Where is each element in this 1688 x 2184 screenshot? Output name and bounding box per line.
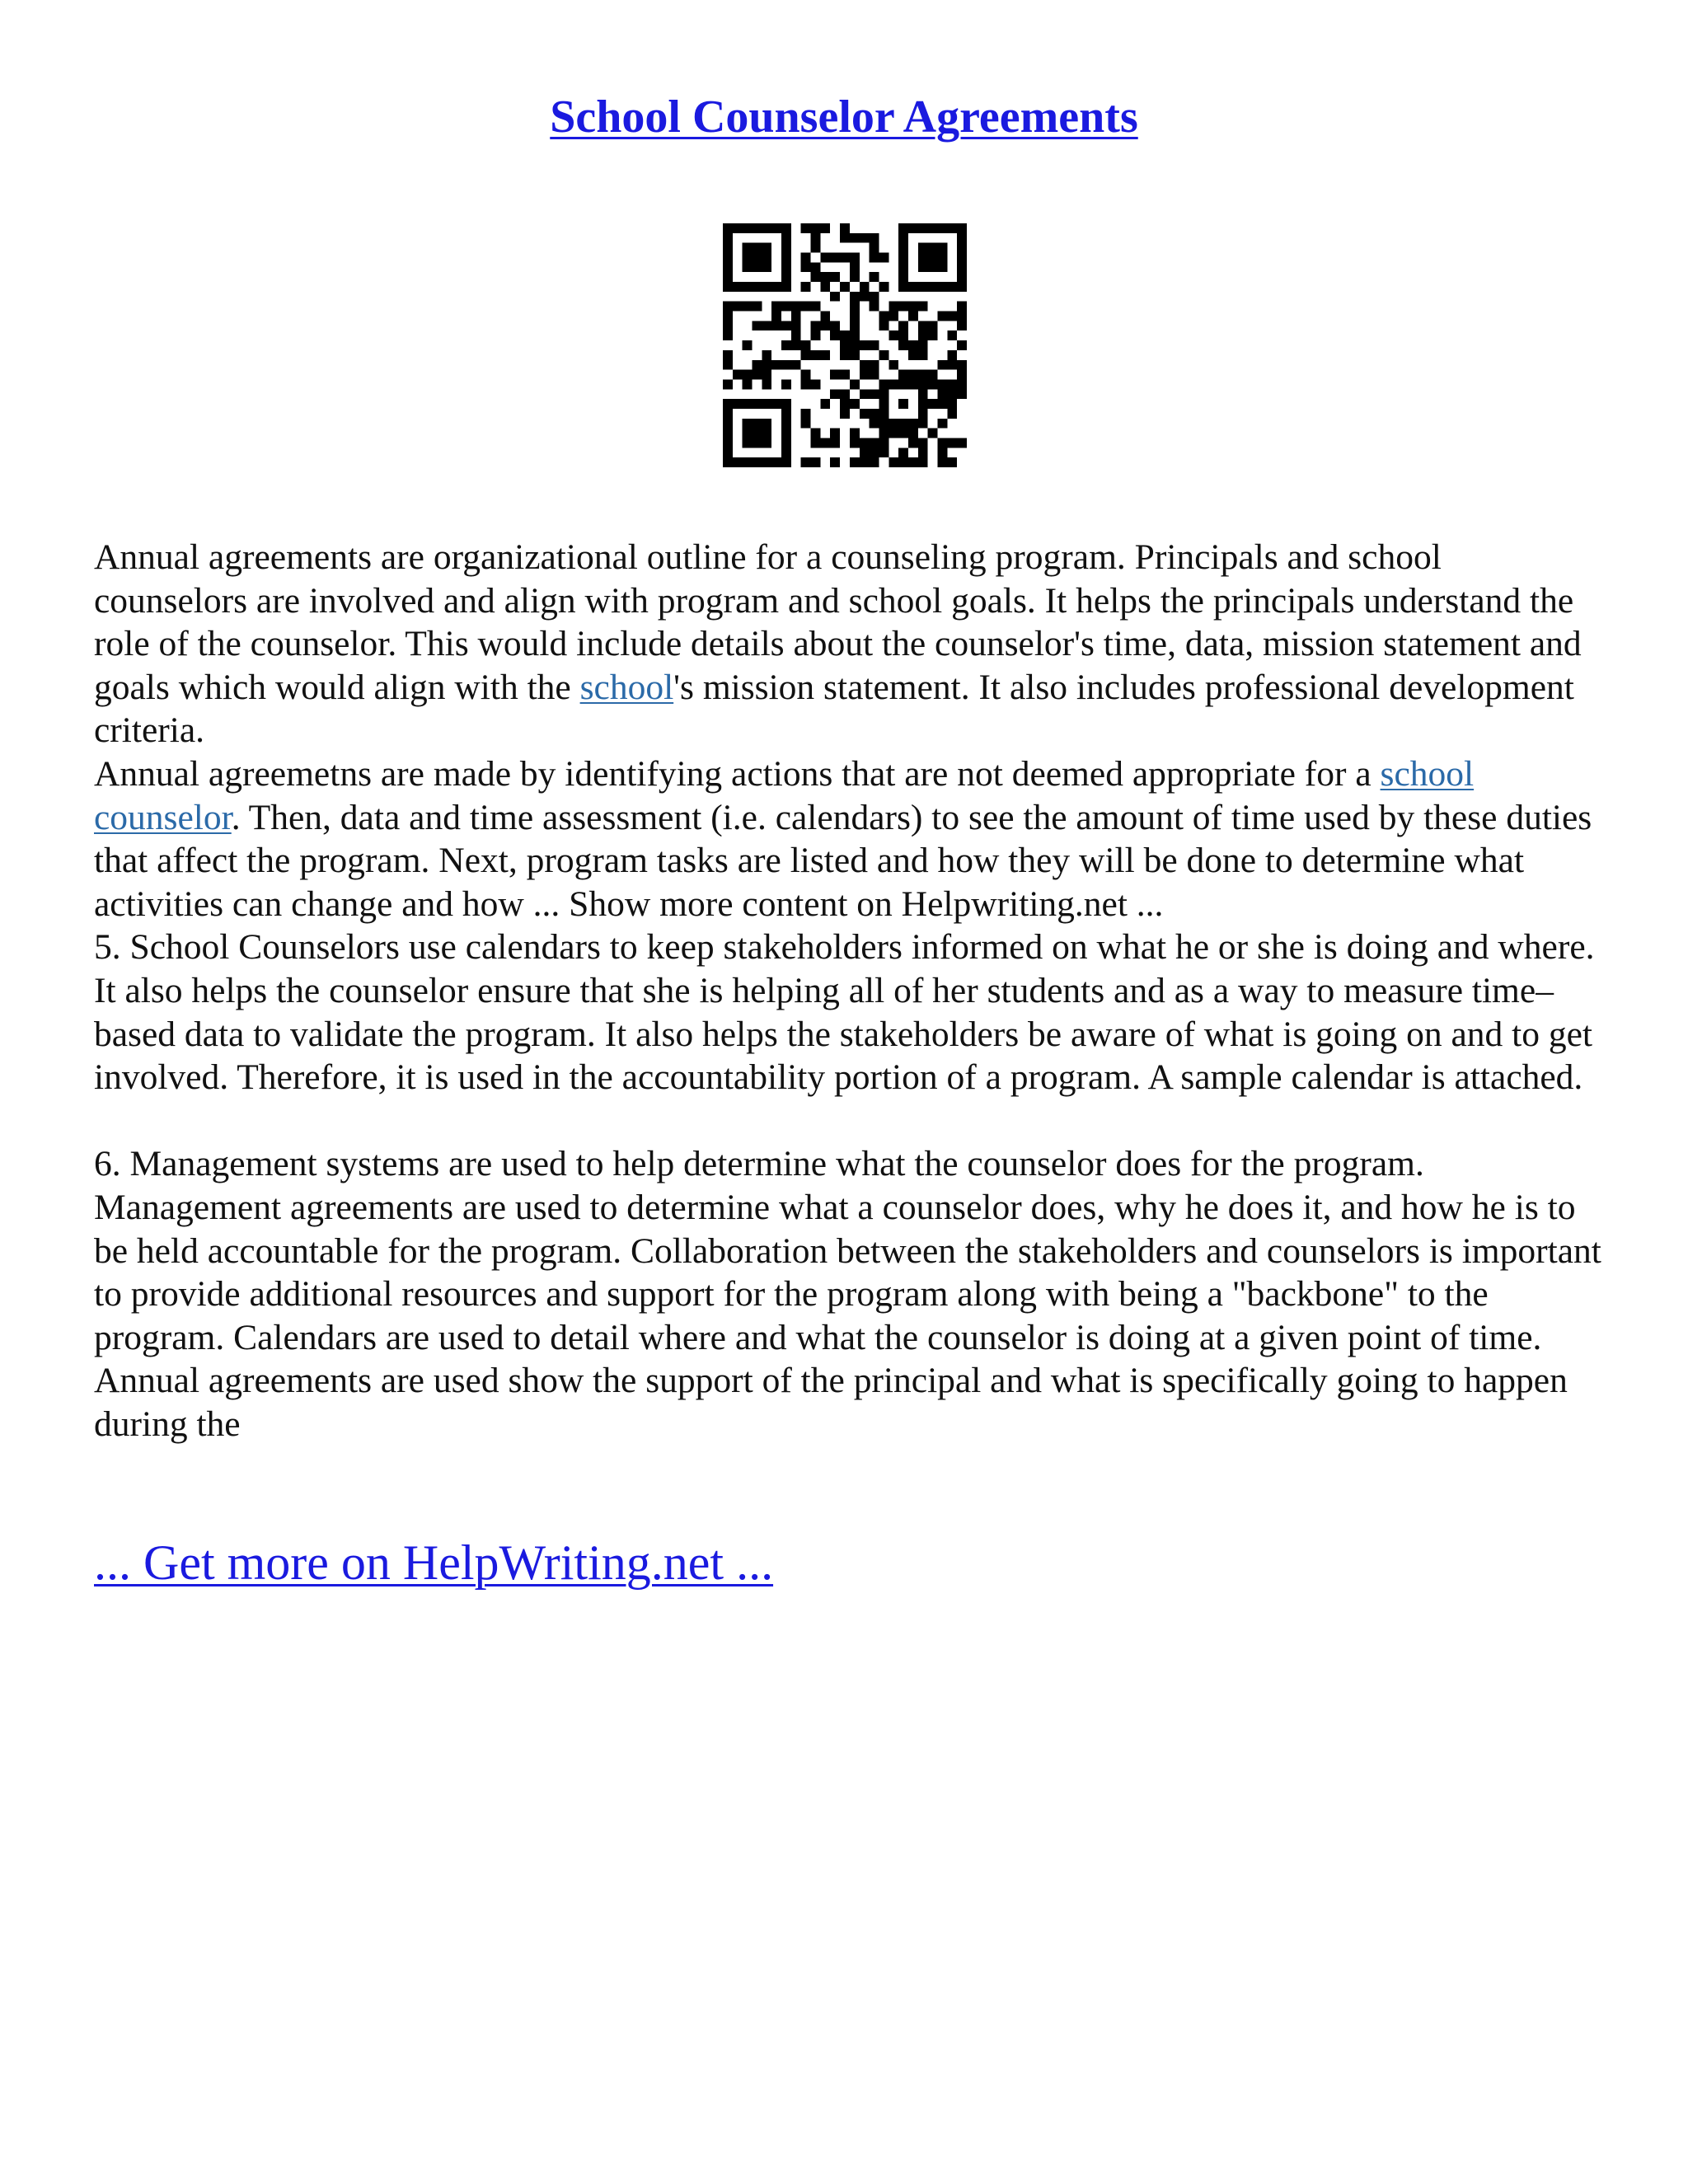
paragraph-2 [94, 752, 1602, 926]
school-counselor-link[interactable]: school counselor [94, 753, 1475, 837]
paragraph-1-text-b: 's mission statement. It also includes professional development criteria. [94, 667, 1574, 751]
paragraph-spacer [94, 1099, 1602, 1143]
paragraph-3: 5. School Counselors use calendars to keep stakeholders informed on what he or she is doing and where. It also helps the counselor ensure that she is helping all of her students and as a way to measure time–based data to validate the program. It also helps the stakeholders be aware of what is going on and to get involved. Therefore, it is used in the accountability portion of a program. A sample calendar is attached. [94, 927, 1595, 1098]
paragraph-4: 6. Management systems are used to help determine what the counselor does for the program. Management agreements are used to determine what a counselor does, why he does it, and how he is to be held accountable for the program. Collaboration between the stakeholders and counselors is important to provide additional resources and support for the program along with being a "backbone" to the program. Calendars are used to detail where and what the counselor is doing at a given point of time. Annual agreements are used show the support of the principal and what is specifically going to happen during the [94, 1144, 1601, 1444]
qr-code-image [723, 223, 967, 467]
paragraph-1-text-a: Annual agreements are organizational outline for a counseling program. Principals and school counselors are involved and align with program and school goals. It helps the principals understand the role of the counselor. This would include details about the counselor's time, data, mission statement and goals which would align with the [94, 537, 1582, 707]
title-container [0, 91, 1688, 143]
page-title-link[interactable]: School Counselor Agreements [550, 91, 1138, 143]
get-more-link[interactable]: ... Get more on HelpWriting.net ... [94, 1535, 774, 1590]
paragraph-2-text-a: Annual agreemetns are made by identifying actions that are not deemed appropriate for a [94, 753, 1381, 794]
article-body [94, 536, 1602, 1446]
school-link[interactable]: school [579, 667, 674, 707]
paragraph-2-text-b: . Then, data and time assessment (i.e. calendars) to see the amount of time used by these duties that affect the program. Next, program tasks are listed and how they will be done to determine what activities can change and how ... Show more content on Helpwriting.net ... [94, 797, 1592, 924]
paragraph-1 [94, 536, 1602, 752]
